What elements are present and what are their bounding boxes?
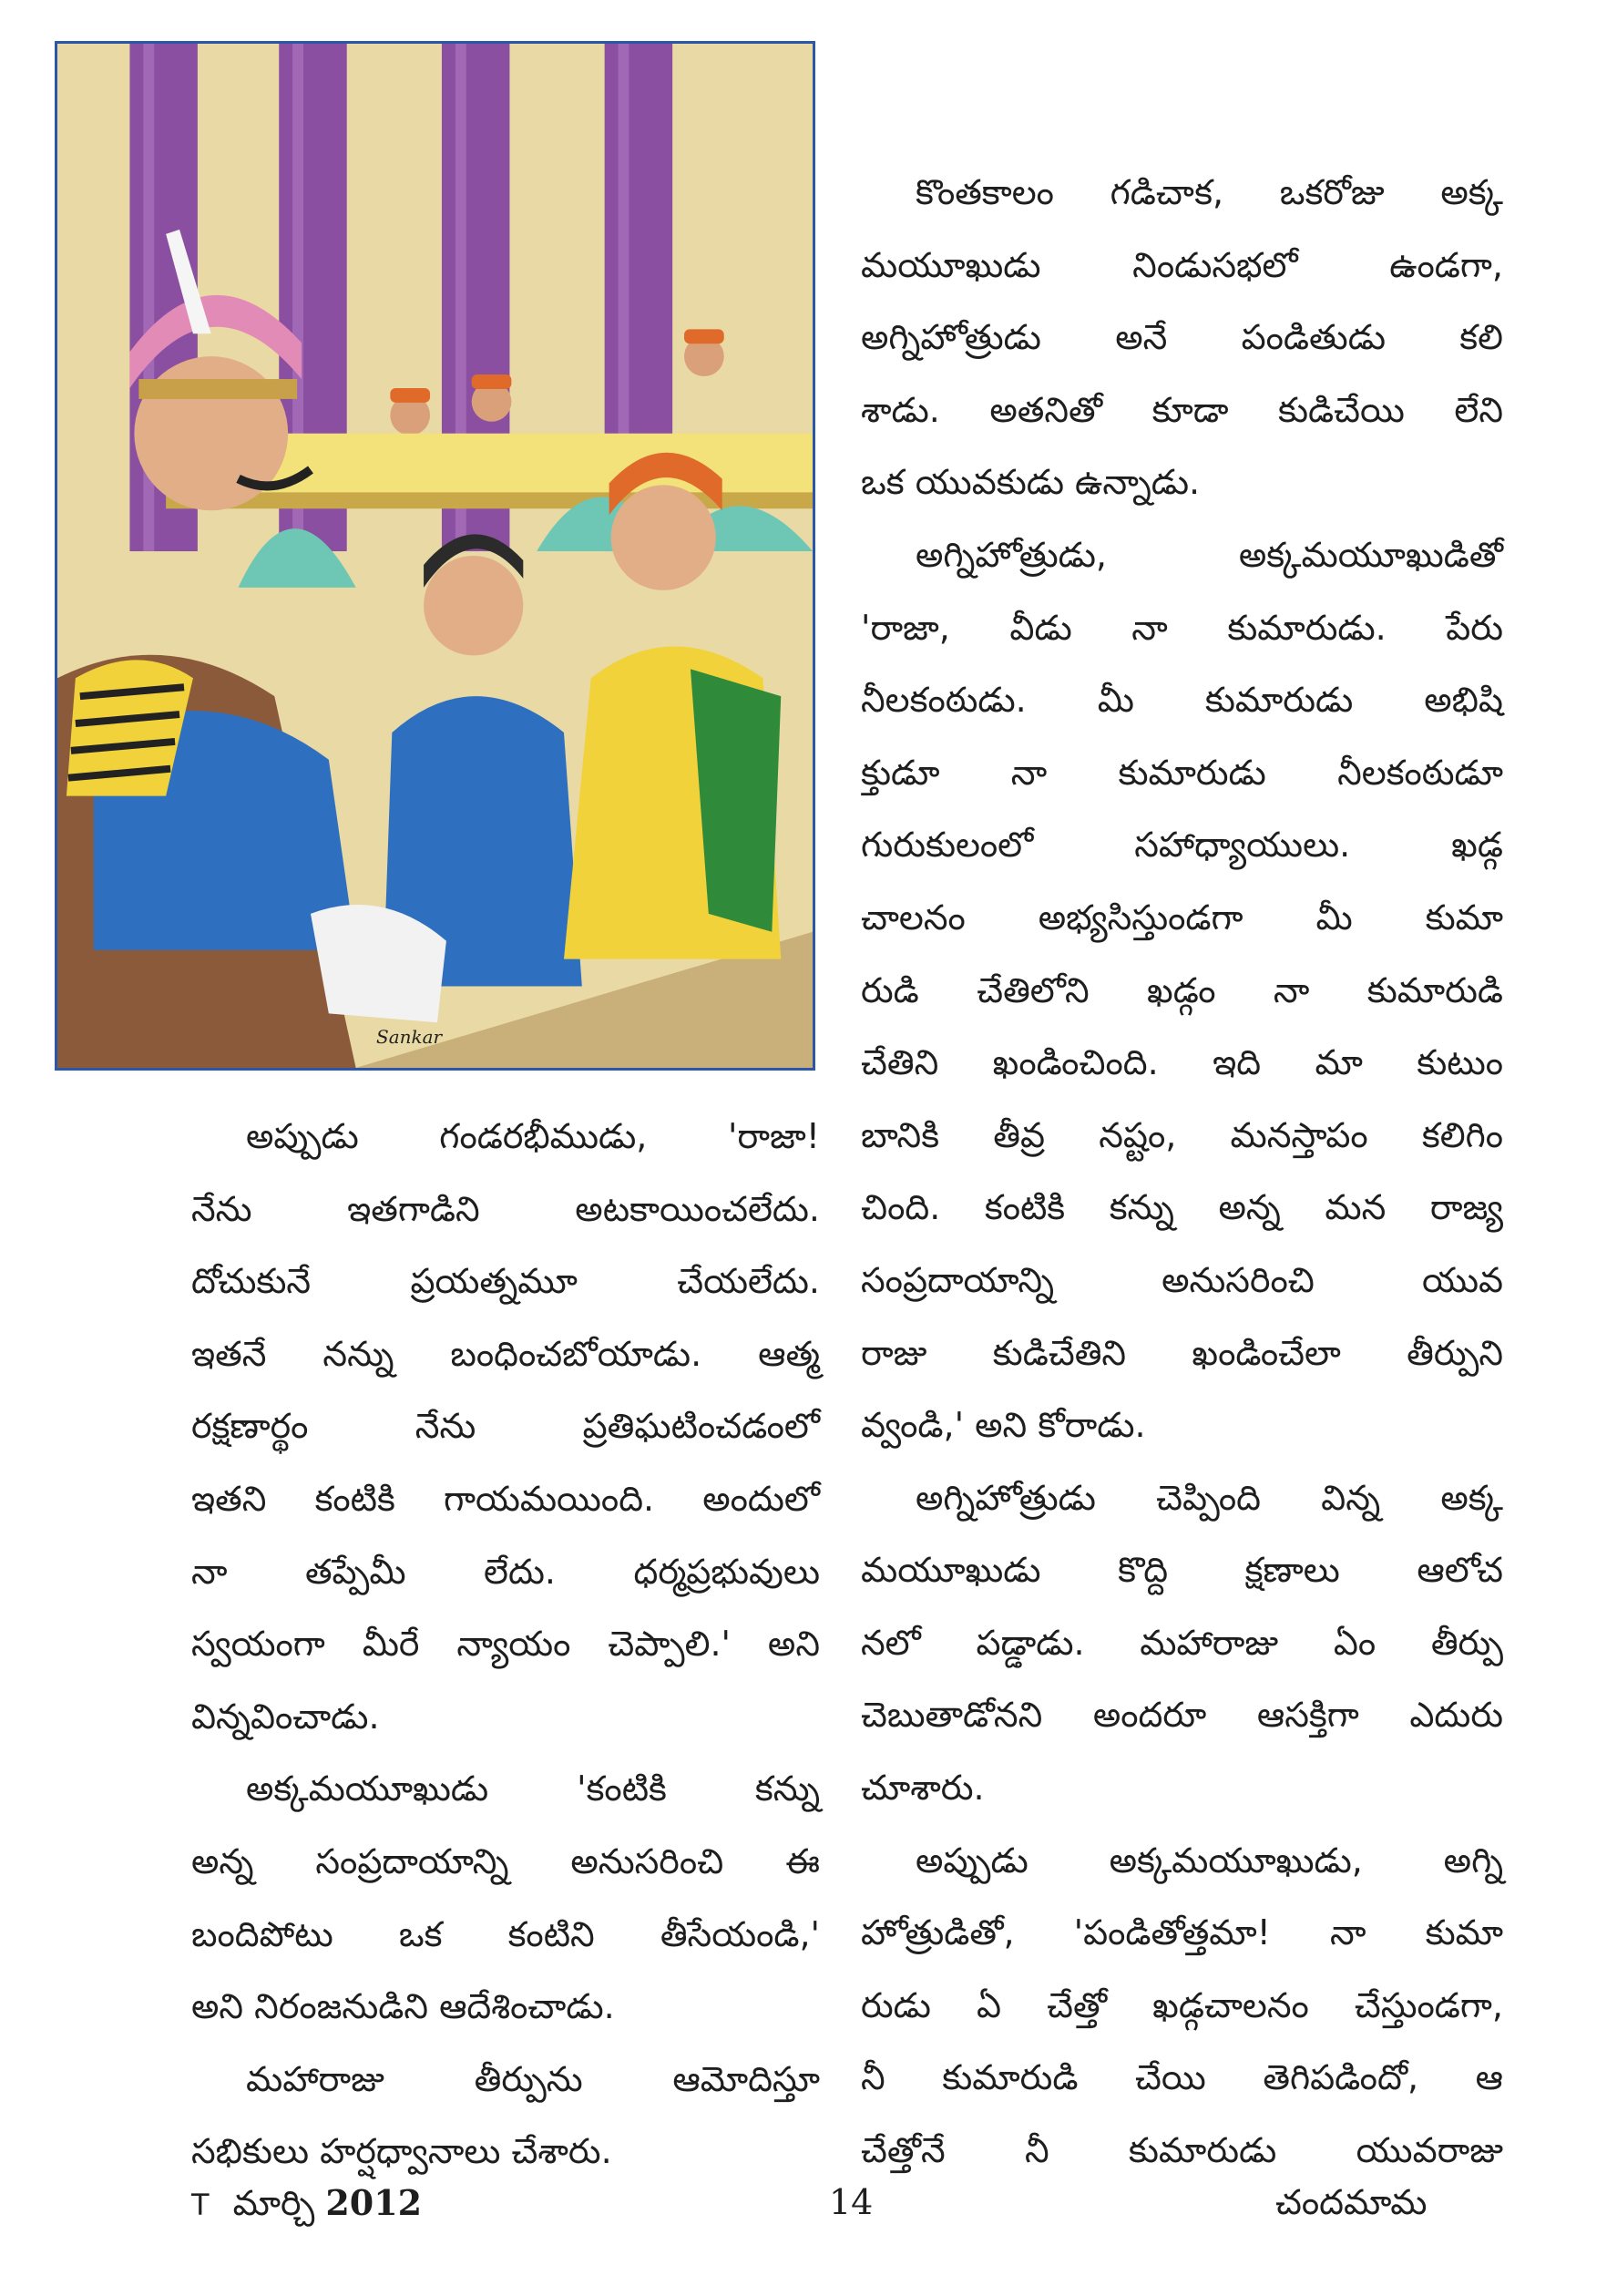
text-line: మయూఖుడు నిండుసభలో ఉండగా, — [861, 244, 1503, 285]
text-line: రుడు ఏ చేత్తో ఖడ్గచాలనం చేస్తుండగా, — [861, 1984, 1503, 2025]
text-line: బందిపోటు ఒక కంటిని తీసేయండి,' — [191, 1913, 820, 1954]
text-line: బానికి తీవ్ర నష్టం, మనస్తాపం కలిగిం — [861, 1114, 1503, 1155]
text-line: క్తుడూ నా కుమారుడు నీలకంఠుడూ — [861, 752, 1503, 793]
text-line: అన్న సంప్రదాయాన్ని అనుసరించి ఈ — [191, 1840, 820, 1881]
text-line: 'రాజా, వీడు నా కుమారుడు. పేరు — [861, 607, 1503, 648]
text-line: స్వయంగా మీరే న్యాయం చెప్పాలి.' అని — [191, 1624, 820, 1665]
text-line: మయూఖుడు కొద్ది క్షణాలు ఆలోచ — [861, 1550, 1503, 1591]
text-line: నీ కుమారుడి చేయి తెగిపడిందో, ఆ — [861, 2057, 1503, 2098]
text-line: అగ్నిహోత్రుడు, అక్కమయూఖుడితో — [916, 534, 1503, 575]
text-line: అప్పుడు గండరభీముడు, 'రాజా! — [246, 1116, 820, 1156]
text-line: అప్పుడు అక్కమయూఖుడు, అగ్ని — [916, 1840, 1503, 1881]
text-line: సభికులు హర్షధ్వానాలు చేశారు. — [191, 2131, 612, 2172]
text-line: చూశారు. — [861, 1768, 985, 1809]
text-line: ఇతనే నన్ను బంధించబోయాడు. ఆత్మ — [191, 1333, 820, 1374]
text-line: అక్కమయూఖుడు 'కంటికి కన్ను — [246, 1768, 820, 1809]
text-line: కొంతకాలం గడిచాక, ఒకరోజు అక్క — [916, 172, 1503, 212]
text-line: నీలకంఠుడు. మీ కుమారుడు అభిషి — [861, 680, 1503, 721]
right-text-column — [861, 157, 1503, 2188]
text-line: హోత్రుడితో, 'పండితోత్తమా! నా కుమా — [861, 1912, 1503, 1953]
page-number: 14 — [829, 2182, 874, 2222]
footer-mark: T — [191, 2188, 210, 2222]
text-line: గురుకులంలో సహాధ్యాయులు. ఖడ్గ — [861, 825, 1503, 866]
text-line: దోచుకునే ప్రయత్నమూ చేయలేదు. — [191, 1261, 820, 1302]
text-line: చెబుతాడోనని అందరూ ఆసక్తిగా ఎదురు — [861, 1695, 1503, 1736]
text-line: చింది. కంటికి కన్ను అన్న మన రాజ్య — [861, 1187, 1503, 1228]
text-line: వ్వండి,' అని కోరాడు. — [861, 1405, 1146, 1446]
footer-month: మార్చి — [232, 2183, 315, 2223]
story-illustration — [55, 41, 815, 1071]
text-line: ఇతని కంటికి గాయమయింది. అందులో — [191, 1478, 820, 1519]
text-line: విన్నవించాడు. — [191, 1696, 380, 1737]
text-line: అగ్నిహోత్రుడు చెప్పింది విన్న అక్క — [916, 1477, 1503, 1518]
left-text-column — [191, 1101, 820, 2188]
text-line: చాలనం అభ్యసిస్తుండగా మీ కుమా — [861, 897, 1503, 938]
footer-year: 2012 — [325, 2182, 423, 2223]
text-line: అగ్నిహోత్రుడు అనే పండితుడు కలి — [861, 317, 1503, 358]
text-line: నేను ఇతగాడిని అటకాయించలేదు. — [191, 1188, 820, 1229]
footer-date — [191, 2182, 422, 2232]
court-scene-image — [57, 44, 813, 1068]
text-line: రుడి చేతిలోని ఖడ్గం నా కుమారుడి — [861, 969, 1503, 1010]
text-line: నా తప్పేమీ లేదు. ధర్మప్రభువులు — [191, 1551, 820, 1592]
text-line: అని నిరంజనుడిని ఆదేశించాడు. — [191, 1986, 615, 2027]
text-line: చేతిని ఖండించింది. ఇది మా కుటుం — [861, 1042, 1503, 1083]
text-line: రక్షణార్థం నేను ప్రతిఘటించడంలో — [191, 1406, 820, 1447]
artist-signature: Sankar — [376, 1026, 443, 1048]
magazine-name: చందమామ — [1275, 2182, 1428, 2222]
text-line: రాజు కుడిచేతిని ఖండించేలా తీర్పుని — [861, 1332, 1503, 1373]
text-line: శాడు. అతనితో కూడా కుడిచేయి లేని — [861, 389, 1503, 430]
text-line: ఒక యువకుడు ఉన్నాడు. — [861, 462, 1201, 503]
text-line: సంప్రదాయాన్ని అనుసరించి యువ — [861, 1259, 1503, 1300]
text-line: మహారాజు తీర్పును ఆమోదిస్తూ — [246, 2058, 820, 2099]
text-line: నలో పడ్డాడు. మహారాజు ఏం తీర్పు — [861, 1622, 1503, 1663]
text-line: చేత్తోనే నీ కుమారుడు యువరాజు — [861, 2130, 1503, 2171]
